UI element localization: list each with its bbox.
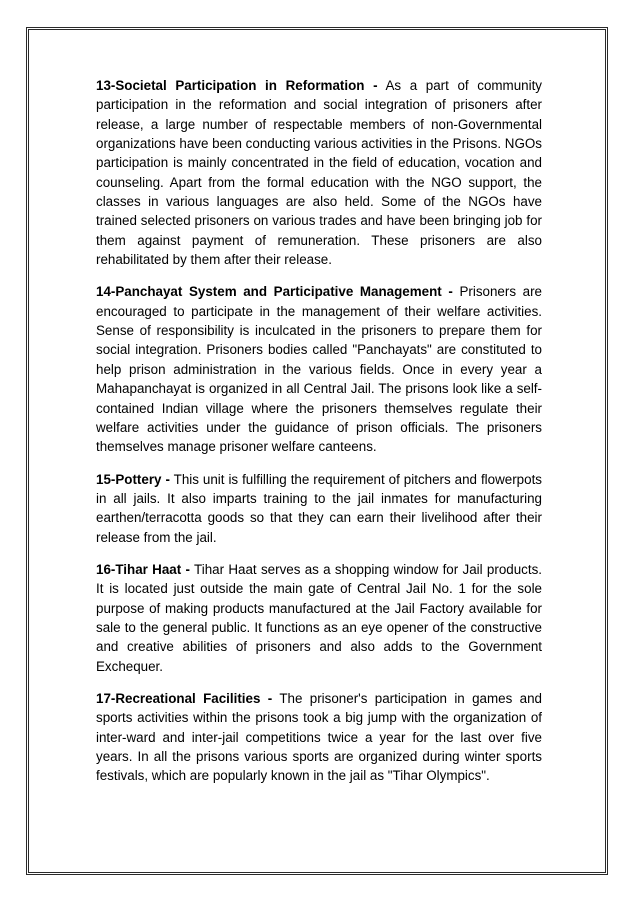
section-societal-participation <box>96 76 542 269</box>
document-body <box>96 76 542 799</box>
section-heading: 13-Societal Participation in Reformation - <box>96 78 378 93</box>
section-heading: 17-Recreational Facilities - <box>96 690 273 706</box>
section-body: Tihar Haat serves as a shopping window for Jail products. It is located just outside the main gate of Central Jail No. 1 for the sole purpose of making products manufactured at the Jail Factory available for sale to the general public. It functions as an eye opener of the constructive and creative abilities of prisoners and also adds to the Government Exchequer. <box>96 561 542 674</box>
section-body: The prisoner's participation in games and sports activities within the prisons took a big jump with the organization of inter-ward and inter-jail competitions twice a year for the last over five years. In all the prisons various sports are organized during winter sports festivals, which are popularly known in the jail as "Tihar Olympics". <box>96 690 542 784</box>
section-recreational-facilities <box>96 689 542 786</box>
section-body: This unit is fulfilling the requirement of pitchers and flowerpots in all jails. It also imparts training to the jail inmates for manufacturing earthen/terracotta goods so that they can earn their livelihood after their release from the jail. <box>96 471 542 545</box>
section-tihar-haat <box>96 560 542 676</box>
section-heading: 14-Panchayat System and Participative Management - <box>96 284 453 300</box>
section-body: Prisoners are encouraged to participate in the management of their welfare activities. Sense of responsibility is inculcated in the prisoners to prepare them for social integration. Prisoners bodies called "Panchayats" are constituted to help prison administration in the various fields. Once in every year a Mahapanchayat is organized in all Central Jail. The prisons look like a self-contained Indian village where the prisoners themselves regulate their welfare activities under the guidance of prison officials. The prisoners themselves manage prisoner welfare canteens. <box>96 284 542 455</box>
section-pottery <box>96 470 542 547</box>
section-heading: 16-Tihar Haat - <box>96 561 190 577</box>
section-panchayat-system <box>96 282 542 456</box>
section-heading: 15-Pottery - <box>96 471 170 487</box>
section-body: As a part of community participation in the reformation and social integration of prisoners after release, a large number of respectable members of non-Governmental organizations have been conducting various activities in the Prisons. NGOs participation is mainly concentrated in the field of education, vocation and counseling. Apart from the formal education with the NGO support, the classes in various languages are also held. Some of the NGOs have trained selected prisoners on various trades and have been bringing job for them against payment of remuneration. These prisoners are also rehabilitated by them after their release. <box>96 78 542 268</box>
